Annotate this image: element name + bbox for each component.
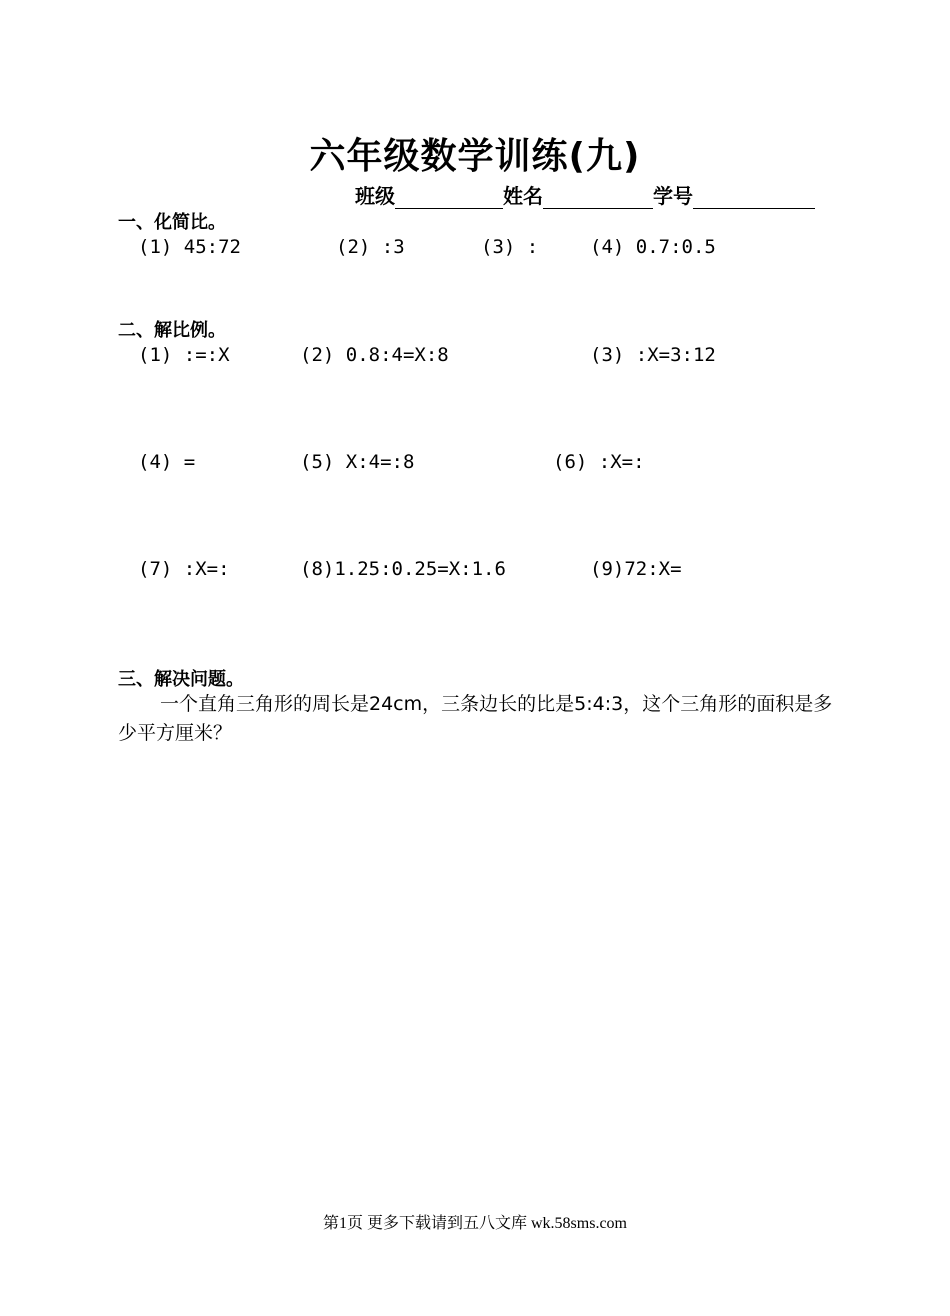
section2-heading: 二、解比例。: [118, 320, 226, 341]
proportion-item-2: (2) 0.8:4=X:8: [300, 344, 449, 366]
section3-heading: 三、解决问题。: [118, 669, 244, 690]
simplify-item-1: (1) 45:72: [138, 236, 241, 258]
proportion-item-9: (9)72:X=: [590, 558, 682, 580]
proportion-item-5: (5) X:4=:8: [300, 451, 415, 473]
simplify-item-4: (4) 0.7:0.5: [590, 236, 716, 258]
page-footer: 第1页 更多下载请到五八文库 wk.58sms.com: [322, 1215, 627, 1232]
simplify-item-2: (2) :3: [336, 236, 405, 258]
class-label: 班级: [355, 184, 395, 208]
proportion-item-7: (7) :X=:: [138, 558, 230, 580]
proportion-item-6: (6) :X=:: [553, 451, 645, 473]
id-label: 学号: [653, 184, 693, 208]
id-blank: [693, 188, 815, 209]
proportion-item-3: (3) :X=3:12: [590, 344, 716, 366]
page-title: 六年级数学训练(九): [309, 136, 641, 177]
simplify-item-3: (3) :: [481, 236, 539, 258]
word-problem: 一个直角三角形的周长是24cm，三条边长的比是5:4:3，这个三角形的面积是多少平方厘米？: [118, 693, 833, 744]
student-info-row: [355, 180, 815, 209]
name-label: 姓名: [503, 184, 543, 208]
proportion-item-8: (8)1.25:0.25=X:1.6: [300, 558, 506, 580]
proportion-item-1: (1) :=:X: [138, 344, 230, 366]
section1-heading: 一、化简比。: [118, 212, 226, 233]
class-blank: [395, 188, 503, 209]
proportion-item-4: (4) =: [138, 451, 196, 473]
name-blank: [543, 188, 653, 209]
